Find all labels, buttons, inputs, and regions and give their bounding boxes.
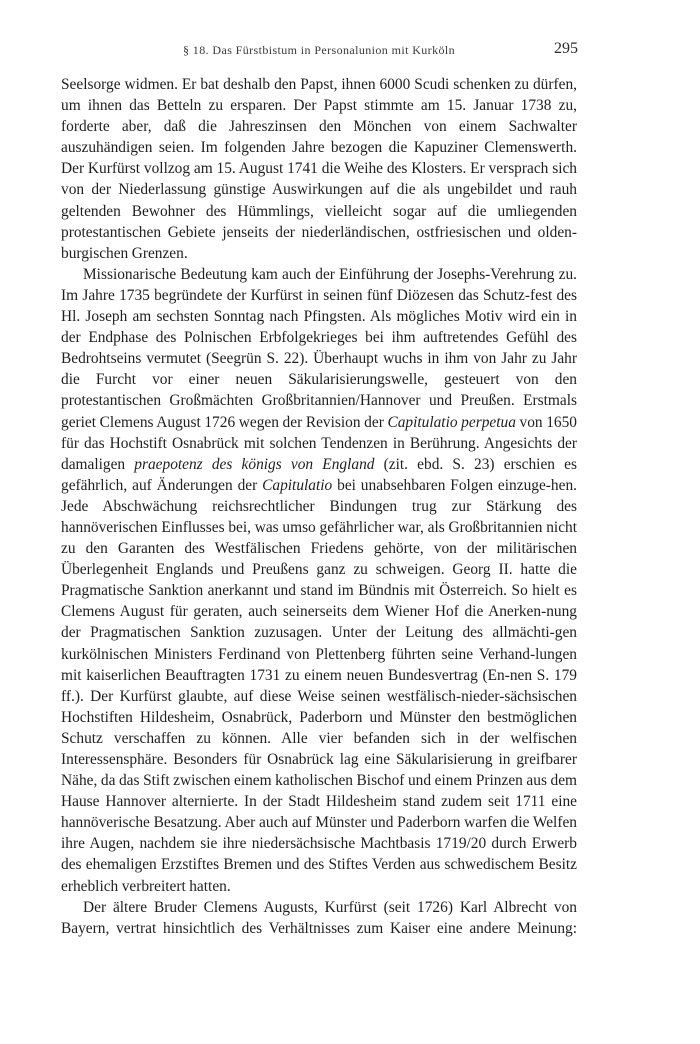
text-run: (zit. ebd. S. 23) erschien es gefährlich, auf Änderungen der [61,455,577,494]
paragraph [61,897,577,939]
paragraph [61,74,577,264]
running-head [60,40,578,62]
text-run: Der ältere Bruder Clemens Augusts, Kurfürst (seit 1726) Karl Albrecht von Bayern, vertrat hinsichtlich des Verhältnisses zum Kaiser eine andere Meinung: [61,898,577,937]
italic-term: praepotenz des königs von England [134,455,375,473]
text-run: Missionarische Bedeutung kam auch der Einführung der Josephs-Verehrung zu. Im Jahre 1735 begründete der Kurfürst in seinen fünf Diözesen das Schutz-fest des Hl. Joseph am sechsten Sonntag nach Pfingsten. Als mögliches Motiv wird ein in der Endphase des Polnischen Erbfolgekrieges bei ihm auftretendes Gefühl des Bedrohtseins vermutet (Seegrün S. 22). Überhaupt wuchs in ihm von Jahr zu Jahr die Furcht vor einer neuen Säkularisierungswelle, gesteuert von den protestantischen Großmächten Großbritannien/Hannover und Preußen. Erstmals geriet Clemens August 1726 wegen der Revision der [61,265,577,431]
body-text [61,74,577,939]
running-title: § 18. Das Fürstbistum in Personalunion mit Kurköln [183,43,455,57]
text-run: Seelsorge widmen. Er bat deshalb den Papst, ihnen 6000 Scudi schenken zu dürfen, um ihnen das Betteln zu ersparen. Der Papst stimmte am 15. Januar 1738 zu, forderte aber, daß die Jahreszinsen den Mönchen von einem Sachwalter auszuhändigen seien. Im folgenden Jahre bezogen die Kapuziner Clemenswerth. Der Kurfürst vollzog am 15. August 1741 die Weihe des Klosters. Er versprach sich von der Niederlassung günstige Auswirkungen auf die als ungebildet und rauh geltenden Bewohner des Hümmlings, vielleicht sogar auf die umliegenden protestantischen Gebiete jenseits der niederländischen, ostfriesischen und olden-burgischen Grenzen. [61,76,577,262]
italic-term: Capitulatio [262,476,333,494]
paragraph [61,264,577,897]
italic-term: Capitulatio perpetua [387,413,516,431]
page-number: 295 [554,40,578,57]
text-run: von 1650 für das Hochstift Osnabrück mit solchen Tendenzen in Berührung. Angesichts der damaligen [61,413,577,473]
text-run: bei unabsehbaren Folgen einzuge-hen. Jede Abschwächung reichsrechtlicher Bindungen trug zur Stärkung des hannöverischen Einflusses bei, was umso gefährlicher war, als Großbritannien nicht zu den Garanten des Westfälischen Friedens gehörte, von der militärischen Überlegenheit Englands und Preußens ganz zu schweigen. Georg II. hatte die Pragmatische Sanktion anerkannt und stand im Bündnis mit Österreich. So hielt es Clemens August für geraten, auch seinerseits dem Wiener Hof die Anerken-nung der Pragmatischen Sanktion zuzusagen. Unter der Leitung des allmächti-gen kurkölnischen Ministers Ferdinand von Plettenberg führten seine Verhand-lungen mit kaiserlichen Beauftragten 1731 zu einem neuen Bundesvertrag (En-nen S. 179 ff.). Der Kurfürst glaubte, auf diese Weise seinen westfälisch-nieder-sächsischen Hochstiften Hildesheim, Osnabrück, Paderborn und Münster den bestmöglichen Schutz verschaffen zu können. Alle vier befanden sich in der welfischen Interessensphäre. Besonders für Osnabrück lag eine Säkularisierung in greifbarer Nähe, da das Stift zwischen einem katholischen Bischof und einem Prinzen aus dem Hause Hannover alternierte. In der Stadt Hildesheim stand zudem seit 1711 eine hannöverische Besatzung. Aber auch auf Münster und Paderborn warfen die Welfen ihre Augen, nachdem sie ihre niedersächsische Machtbasis 1719/20 durch Erwerb des ehemaligen Erzstiftes Bremen und des Stiftes Verden aus schwedischem Besitz erheblich verbreitert hatten. [61,476,577,895]
